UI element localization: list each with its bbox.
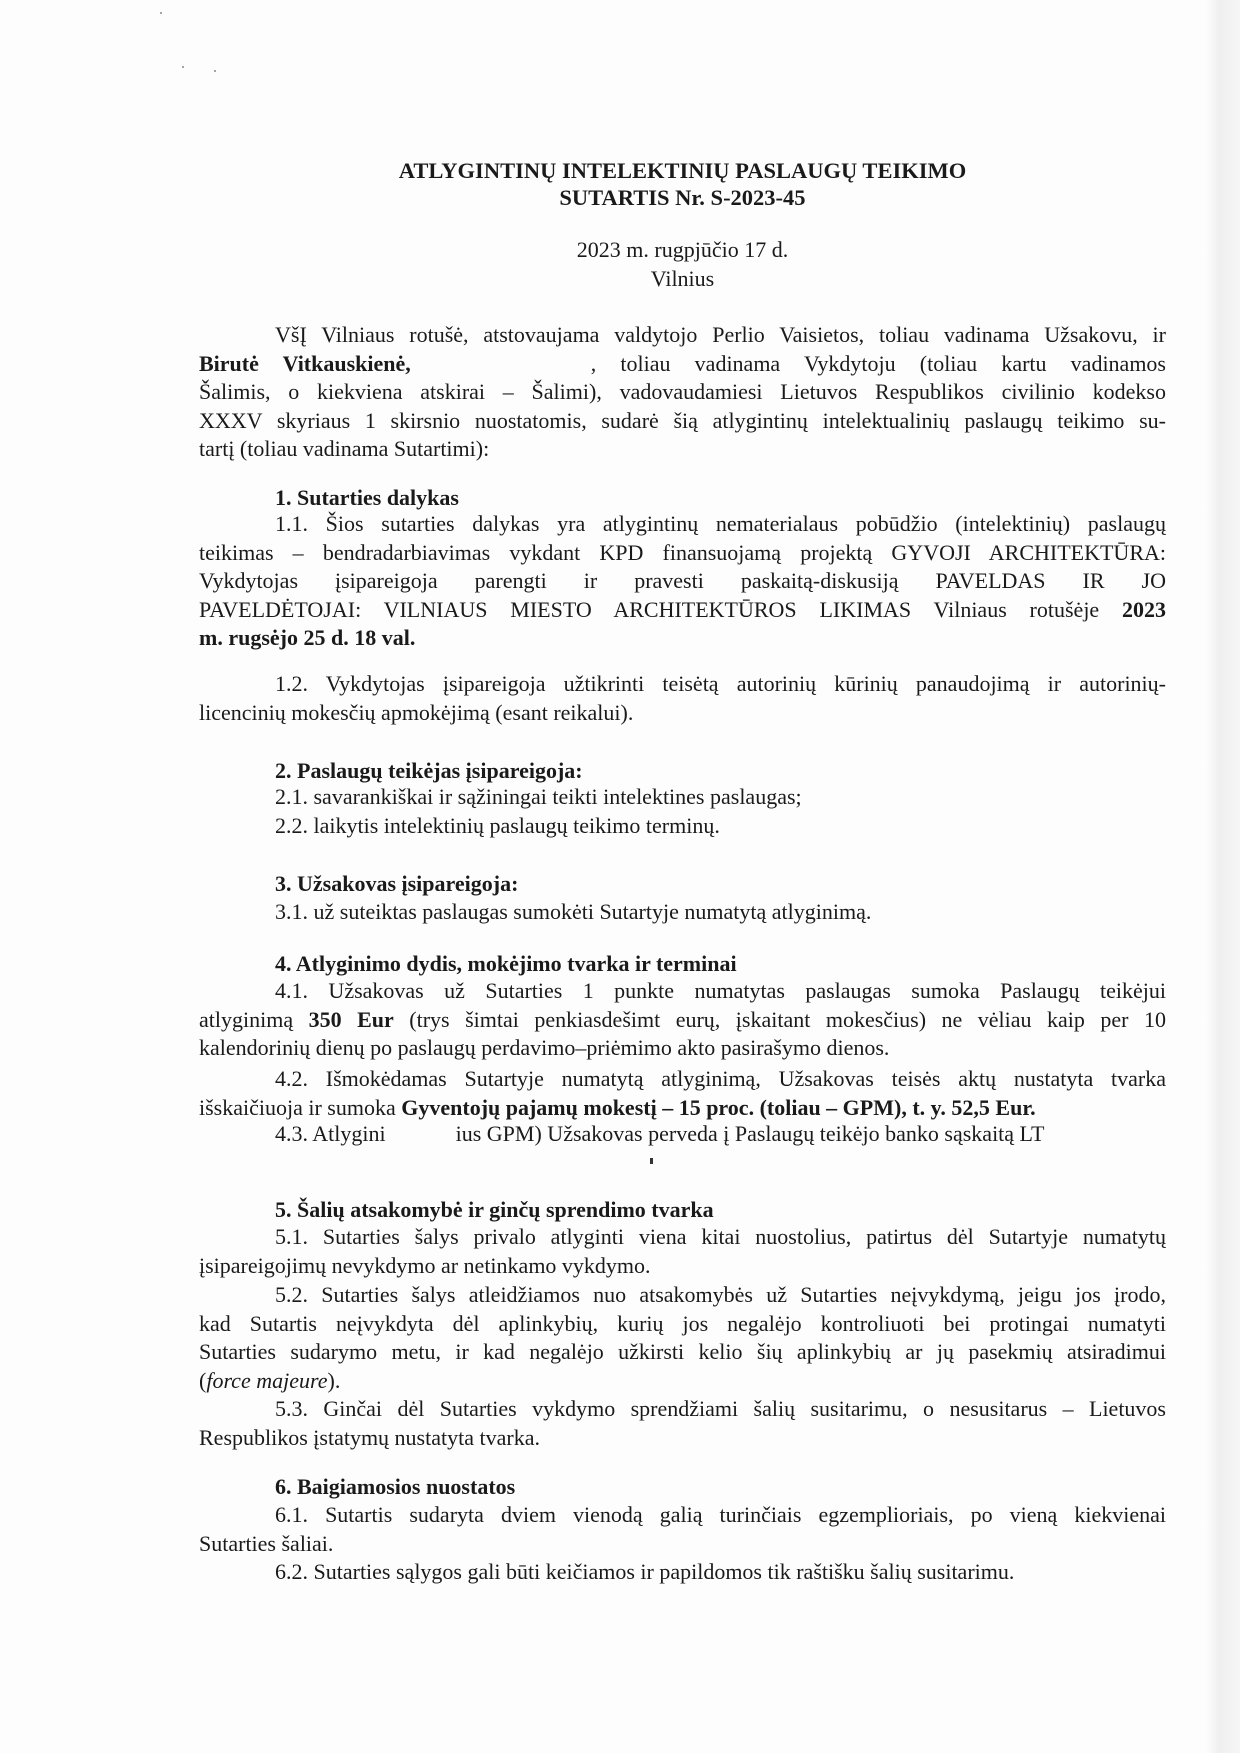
- text-line: [199, 350, 1166, 379]
- section-1-heading: [199, 484, 1166, 513]
- section-4-heading: [199, 950, 1166, 979]
- text-line: [199, 184, 1166, 211]
- clause-4-2: [199, 1065, 1166, 1122]
- text-line: [199, 1034, 1166, 1063]
- text-segment: XXXV skyriaus 1 skirsnio nuostatomis, sudarė šią atlygintinų intelektualinių paslaugų teikimo su-: [199, 407, 1166, 433]
- text-segment: 4. Atlyginimo dydis, mokėjimo tvarka ir terminai: [275, 951, 737, 976]
- document-title: [199, 157, 1166, 211]
- text-line: [199, 783, 1166, 812]
- text-line: [199, 1558, 1166, 1587]
- text-line: [199, 1006, 1166, 1035]
- text-segment: kalendorinių dienų po paslaugų perdavimo–priėmimo akto pasirašymo dienos.: [199, 1035, 890, 1060]
- text-line: [199, 1310, 1166, 1339]
- text-segment: ).: [327, 1367, 341, 1393]
- text-segment: VšĮ Vilniaus rotušė, atstovaujama valdytojo Perlio Vaisietos, toliau vadinama Užsakovu, ir: [275, 322, 1166, 347]
- bold-text: 350 Eur: [308, 1006, 394, 1032]
- text-segment: ATLYGINTINŲ INTELEKTINIŲ PASLAUGŲ TEIKIMO: [398, 158, 967, 183]
- scan-speck: [160, 12, 162, 14]
- clause-1-2: [199, 670, 1166, 727]
- text-segment: 3.1. už suteiktas paslaugas sumokėti Sutartyje numatytą atlyginimą.: [275, 899, 872, 924]
- text-line: [199, 596, 1166, 625]
- text-segment: 5. Šalių atsakomybė ir ginčų sprendimo tvarka: [275, 1197, 714, 1222]
- text-line: [199, 510, 1166, 539]
- clause-6-1: [199, 1501, 1166, 1558]
- text-line: [199, 265, 1166, 294]
- text-line: [199, 1530, 1166, 1559]
- text-segment: 5.3. Ginčai dėl Sutarties vykdymo sprendžiami šalių susitarimu, o nesusitarus – Lietuvos: [275, 1396, 1166, 1421]
- text-segment: (: [199, 1367, 207, 1393]
- text-line: [199, 812, 1166, 841]
- bold-text: Gyventojų pajamų mokestį – 15 proc. (toliau – GPM), t. y. 52,5 Eur.: [401, 1094, 1036, 1120]
- italic-text: force majeure: [206, 1367, 328, 1393]
- text-segment: Sutarties sudarymo metu, ir kad negalėjo užkirsti kelio šių aplinkybių ar jų pasekmių atsiradimui: [199, 1339, 1166, 1364]
- preamble: [199, 321, 1166, 464]
- text-line: [199, 1395, 1166, 1424]
- text-line: [199, 539, 1166, 568]
- clauses-2: [199, 783, 1166, 840]
- clause-5-3: [199, 1395, 1166, 1452]
- text-line: [199, 407, 1166, 436]
- text-segment: PAVELDĖTOJAI: VILNIAUS MIESTO ARCHITEKTŪROS LIKIMAS Vilniaus rotušėje: [199, 596, 1122, 622]
- text-segment: kad Sutartis neįvykdyta dėl aplinkybių, kurių jos negalėjo kontroliuoti bei protingai numatyti: [199, 1310, 1166, 1336]
- scan-page-edge: [1206, 0, 1240, 1753]
- text-segment: Sutarties šaliai.: [199, 1530, 334, 1556]
- text-line: [199, 898, 1166, 927]
- text-line: [199, 378, 1166, 407]
- text-segment: 6.2. Sutarties sąlygos gali būti keičiamos ir papildomos tik raštišku šalių susitarimu.: [275, 1559, 1015, 1584]
- text-line: [199, 1281, 1166, 1310]
- text-segment: Vilnius: [650, 265, 715, 291]
- text-segment: 1. Sutarties dalykas: [275, 485, 459, 510]
- text-segment: 6. Baigiamosios nuostatos: [275, 1474, 516, 1499]
- text-line: [199, 870, 1166, 899]
- text-segment: SUTARTIS Nr. S-2023-45: [559, 185, 806, 210]
- text-segment: 5.1. Sutarties šalys privalo atlyginti viena kitai nuostolius, patirtus dėl Sutartyje numatytų: [275, 1224, 1166, 1249]
- clause-5-1: [199, 1223, 1166, 1280]
- scan-speck: [214, 70, 216, 72]
- text-line: [199, 1120, 1166, 1149]
- clause-6-2: [199, 1558, 1166, 1587]
- date-place: [199, 236, 1166, 293]
- text-segment: 2.1. savarankiškai ir sąžiningai teikti intelektines paslaugas;: [275, 784, 802, 809]
- text-line: [199, 321, 1166, 350]
- text-segment: , toliau vadinama Vykdytoju (toliau kartu vadinamos: [590, 350, 1166, 376]
- text-segment: tartį (toliau vadinama Sutartimi):: [199, 436, 490, 461]
- text-line: [199, 1252, 1166, 1281]
- clause-4-1: [199, 977, 1166, 1063]
- text-segment: teikimas – bendradarbiavimas vykdant KPD finansuojamą projektą GYVOJI ARCHITEKTŪRA:: [199, 539, 1166, 565]
- text-segment: 2023 m. rugpjūčio 17 d.: [576, 237, 789, 262]
- clause-4-3: [199, 1120, 1166, 1149]
- redaction-remnant: [650, 1158, 653, 1164]
- text-segment: 6.1. Sutartis sudaryta dviem vienodą galią turinčiais egzemplioriais, po vieną kiekvienai: [275, 1502, 1166, 1527]
- text-line: [199, 757, 1166, 786]
- scan-speck: [182, 66, 184, 68]
- text-segment: 4.3. Atlygini: [275, 1121, 386, 1146]
- section-5-heading: [199, 1196, 1166, 1225]
- text-line: [199, 1338, 1166, 1367]
- clause-1-1: [199, 510, 1166, 653]
- text-segment: (trys šimtai penkiasdešimt eurų, įskaitant mokesčius) ne vėliau kaip per 10: [393, 1006, 1166, 1032]
- bold-text: Birutė Vitkauskienė,: [199, 350, 411, 376]
- text-line: [199, 1501, 1166, 1530]
- text-line: [199, 1094, 1166, 1123]
- text-line: [199, 670, 1166, 699]
- text-line: [199, 484, 1166, 513]
- text-line: [199, 435, 1166, 464]
- text-line: [199, 950, 1166, 979]
- text-segment: 2. Paslaugų teikėjas įsipareigoja:: [275, 758, 583, 783]
- text-segment: ius GPM) Užsakovas perveda į Paslaugų teikėjo banko sąskaitą LT: [455, 1121, 1045, 1146]
- text-line: [199, 1473, 1166, 1502]
- text-segment: išskaičiuoja ir sumoka: [199, 1094, 402, 1120]
- text-line: [199, 567, 1166, 596]
- text-line: [199, 1367, 1166, 1396]
- text-line: [199, 624, 1166, 653]
- section-2-heading: [199, 757, 1166, 786]
- text-line: [199, 1424, 1166, 1453]
- text-segment: 1.1. Šios sutarties dalykas yra atlygintinų nematerialaus pobūdžio (intelektinių) paslaugų: [275, 511, 1166, 536]
- text-line: [199, 1223, 1166, 1252]
- section-6-heading: [199, 1473, 1166, 1502]
- text-segment: 4.2. Išmokėdamas Sutartyje numatytą atlyginimą, Užsakovas teisės aktų nustatyta tvarka: [275, 1066, 1166, 1091]
- text-segment: 3. Užsakovas įsipareigoja:: [275, 871, 519, 896]
- text-line: [199, 699, 1166, 728]
- text-segment: 2.2. laikytis intelektinių paslaugų teikimo terminų.: [275, 812, 720, 838]
- section-3-heading: [199, 870, 1166, 899]
- text-line: [199, 157, 1166, 184]
- text-line: [199, 1065, 1166, 1094]
- text-segment: licencinių mokesčių apmokėjimą (esant reikalui).: [199, 699, 634, 725]
- text-segment: atlyginimą: [199, 1006, 309, 1032]
- text-line: [199, 1196, 1166, 1225]
- text-line: [199, 977, 1166, 1006]
- text-segment: Šalimis, o kiekviena atskirai – Šalimi), vadovaudamiesi Lietuvos Respublikos civilinio kodekso: [199, 379, 1166, 404]
- text-segment: 5.2. Sutarties šalys atleidžiamos nuo atsakomybės už Sutarties neįvykdymą, jeigu jos įrodo,: [275, 1282, 1166, 1307]
- bold-text: m. rugsėjo 25 d. 18 val.: [199, 625, 416, 650]
- text-segment: 4.1. Užsakovas už Sutarties 1 punkte numatytas paslaugas sumoka Paslaugų teikėjui: [275, 978, 1166, 1003]
- text-segment: įsipareigojimų nevykdymo ar netinkamo vykdymo.: [199, 1252, 651, 1278]
- text-segment: Vykdytojas įsipareigoja parengti ir pravesti paskaitą-diskusiją PAVELDAS IR JO: [199, 568, 1166, 593]
- text-line: [199, 236, 1166, 265]
- clause-5-2: [199, 1281, 1166, 1395]
- text-segment: Respublikos įstatymų nustatyta tvarka.: [199, 1424, 540, 1450]
- bold-text: 2023: [1122, 596, 1166, 622]
- text-segment: 1.2. Vykdytojas įsipareigoja užtikrinti teisėtą autorinių kūrinių panaudojimą ir autorinių-: [275, 671, 1166, 696]
- clause-3-1: [199, 898, 1166, 927]
